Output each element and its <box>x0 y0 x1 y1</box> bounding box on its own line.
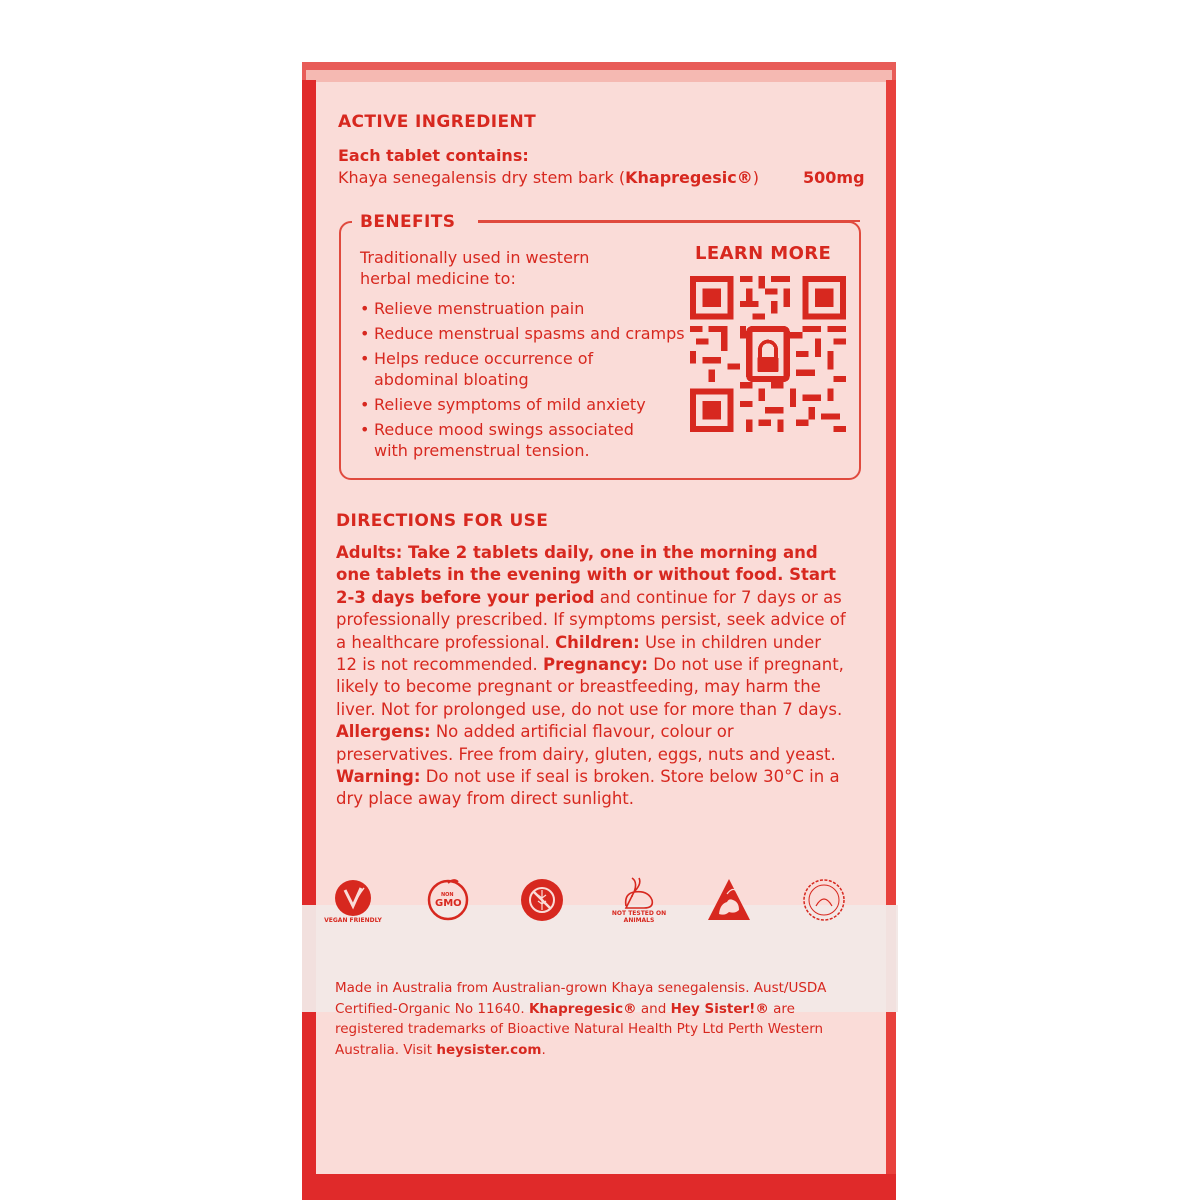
qr-code-icon[interactable] <box>690 276 846 432</box>
bunny-icon <box>612 876 666 912</box>
allergens-label: Allergens: <box>336 722 431 742</box>
not-tested-on-animals-badge <box>611 876 667 924</box>
children-label: Children: <box>555 632 640 652</box>
box-left-edge <box>302 80 316 1200</box>
footer-website-link[interactable]: heysister.com <box>436 1041 542 1058</box>
allergens-text: No added artificial flavour, colour or preservatives. Free from dairy, gluten, eggs, nuts and yeast. <box>336 722 836 764</box>
gluten-free-badge <box>518 876 566 928</box>
ingredient-close: ) <box>752 168 759 187</box>
directions-title: DIRECTIONS FOR USE <box>336 511 549 531</box>
footer-line2: are registered trademarks of Bioactive Natural Health Pty Ltd Perth Western Australia. Visit <box>335 1000 824 1058</box>
benefits-intro-line2: herbal medicine to: <box>360 269 516 288</box>
pregnancy-label: Pregnancy: <box>543 655 649 675</box>
footer-line1: Made in Australia from Australian-grown Khaya senegalensis. Aust/USDA Certified-Organic No 11640. <box>335 980 827 1017</box>
footer-text <box>335 978 860 1060</box>
benefit-item: • Relieve menstruation pain <box>358 298 698 319</box>
benefits-intro-line1: Traditionally used in western <box>360 248 590 267</box>
box-bottom-edge <box>302 1174 896 1200</box>
adults-directions: Adults: Take 2 tablets daily, one in the morning and one tablets in the evening with or without food. Start 2-3 days before your period <box>336 543 837 607</box>
benefit-item: • Relieve symptoms of mild anxiety <box>358 394 698 415</box>
adults-directions-rest: and continue for 7 days or as professionally prescribed. If symptoms persist, seek advice of a healthcare professional. <box>336 587 846 652</box>
benefit-item: • Reduce mood swings associated with premenstrual tension. <box>358 419 664 461</box>
brand-khapregesic: Khapregesic® <box>625 168 753 187</box>
footer-brand-khapregesic: Khapregesic® <box>528 1000 637 1017</box>
children-text: Use in children under 12 is not recommended. <box>336 632 822 675</box>
non-gmo-top-label: NON <box>441 892 454 898</box>
footer-end: . <box>541 1041 546 1058</box>
warning-label: Warning: <box>336 767 421 787</box>
ingredient-name: Khaya senegalensis dry stem bark ( <box>338 168 626 187</box>
non-gmo-badge <box>424 876 472 928</box>
benefits-rule <box>478 220 860 222</box>
box-top-flap <box>306 70 892 82</box>
benefits-list <box>358 298 698 465</box>
active-ingredient-title: ACTIVE INGREDIENT <box>338 112 537 132</box>
australian-made-icon <box>705 876 753 924</box>
benefit-item: • Helps reduce occurrence of abdominal bloating <box>358 348 624 390</box>
warning-text: Do not use if seal is broken. Store below 30°C in a dry place away from direct sunlight. <box>336 767 840 809</box>
australian-made-badge <box>705 876 753 928</box>
pregnancy-text: Do not use if pregnant, likely to become pregnant or breastfeeding, may harm the liver. Not for prolonged use, do not use for more than 7 days. <box>336 655 844 719</box>
learn-more-label: LEARN MORE <box>695 243 832 264</box>
gmo-label: GMO <box>435 898 462 909</box>
certified-organic-badge <box>800 876 848 928</box>
certified-organic-icon <box>800 876 848 924</box>
footer-brand-hey-sister: Hey Sister!® <box>670 1000 769 1017</box>
gluten-free-icon <box>518 876 566 924</box>
each-tablet-label: Each tablet contains: <box>338 146 529 165</box>
directions-text <box>336 542 846 811</box>
footer-and: and <box>636 1000 671 1017</box>
ingredient-line <box>338 167 759 188</box>
vegan-friendly-badge <box>326 876 380 928</box>
vegan-label: VEGAN FRIENDLY <box>324 917 382 924</box>
benefit-item: • Reduce menstrual spasms and cramps <box>358 323 698 344</box>
dose-value: 500mg <box>803 168 865 187</box>
benefits-title: BENEFITS <box>360 212 456 232</box>
box-right-edge <box>886 80 896 1200</box>
not-tested-label: NOT TESTED ON ANIMALS <box>611 910 667 924</box>
